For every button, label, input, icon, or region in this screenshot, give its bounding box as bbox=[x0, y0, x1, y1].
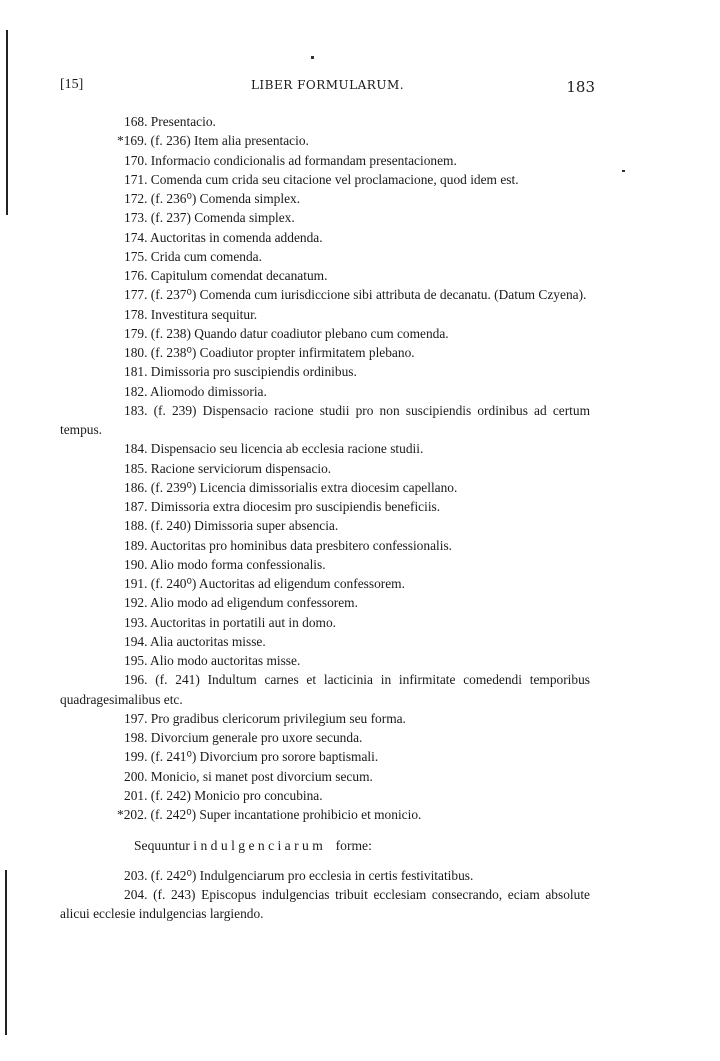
list-item bbox=[60, 151, 590, 170]
section-number: [15] bbox=[60, 77, 84, 92]
running-title: LIBER FORMULARUM. bbox=[250, 78, 405, 92]
list-item bbox=[60, 228, 590, 247]
entry-number: 201. bbox=[124, 787, 148, 803]
entry-text: Alia auctoritas misse. bbox=[150, 633, 266, 649]
list-item bbox=[60, 247, 590, 266]
entry-text: Capitulum comendat decanatum. bbox=[150, 268, 328, 283]
entry-text: (f. 236⁰) Comenda simplex. bbox=[150, 191, 301, 206]
entry-number: 185. bbox=[124, 460, 148, 476]
list-item bbox=[60, 574, 590, 593]
page-number: 183 bbox=[566, 78, 595, 96]
entry-text: (f. 238⁰) Coadiutor propter infirmitatem plebano. bbox=[150, 345, 415, 360]
list-item bbox=[60, 497, 590, 516]
entry-text: (f. 237) Comenda simplex. bbox=[150, 210, 295, 226]
entry-number: 180. bbox=[124, 345, 148, 360]
list-item bbox=[60, 593, 590, 612]
entry-number: 182. bbox=[124, 383, 148, 399]
print-speck bbox=[311, 56, 314, 59]
entry-text: Crida cum comenda. bbox=[150, 248, 262, 264]
entry-number: 189. bbox=[124, 537, 148, 553]
list-item bbox=[60, 170, 590, 189]
list-item bbox=[60, 709, 590, 728]
list-item bbox=[60, 266, 590, 285]
entry-text: Monicio, si manet post divorcium secum. bbox=[150, 768, 373, 784]
entry-number: 175. bbox=[124, 248, 148, 264]
entry-number: 190. bbox=[124, 556, 148, 572]
list-item bbox=[60, 459, 590, 478]
list-item bbox=[60, 536, 590, 555]
entry-text: Auctoritas pro hominibus data presbitero confessionalis. bbox=[150, 537, 453, 553]
entry-number: 183. bbox=[124, 402, 148, 418]
entry-number: *169. bbox=[117, 133, 148, 149]
entry-number: 187. bbox=[124, 499, 148, 514]
entry-number: 172. bbox=[124, 191, 148, 206]
entry-text: Aliomodo dimissoria. bbox=[150, 383, 267, 399]
entry-text: (f. 240) Dimissoria super absencia. bbox=[150, 518, 339, 534]
entry-list-indulgences bbox=[60, 866, 590, 924]
list-item bbox=[60, 362, 590, 381]
entry-number: 174. bbox=[124, 229, 148, 245]
entry-number: 194. bbox=[124, 633, 148, 649]
list-item bbox=[60, 343, 590, 362]
entry-text: (f. 241⁰) Divorcium pro sorore baptismali. bbox=[150, 749, 379, 765]
entry-text: Investitura sequitur. bbox=[150, 306, 258, 322]
list-item bbox=[60, 189, 590, 208]
entry-text: Pro gradibus clericorum privilegium seu forma. bbox=[150, 710, 406, 726]
entry-text: Alio modo auctoritas misse. bbox=[150, 653, 301, 668]
entry-text: Alio modo ad eligendum confessorem. bbox=[150, 595, 358, 611]
entry-list bbox=[60, 112, 590, 824]
section-heading-spaced: indulgenciarum bbox=[193, 838, 327, 854]
entry-text: (f. 242) Monicio pro concubina. bbox=[150, 787, 323, 803]
entry-number: 186. bbox=[124, 479, 148, 495]
entry-number: 176. bbox=[124, 268, 148, 283]
entry-number: 179. bbox=[124, 325, 148, 341]
entry-number: 204. bbox=[124, 886, 148, 902]
entry-number: 173. bbox=[124, 210, 148, 226]
list-item bbox=[60, 401, 590, 440]
section-heading-lead: Sequuntur bbox=[134, 838, 190, 854]
entry-text: Dimissoria pro suscipiendis ordinibus. bbox=[150, 364, 357, 380]
entry-text: (f. 237⁰) Comenda cum iurisdiccione sibi attributa de decanatu. (Datum Czyena). bbox=[150, 287, 587, 303]
entry-number: 198. bbox=[124, 730, 148, 745]
entry-text: Presentacio. bbox=[150, 114, 216, 129]
list-item bbox=[60, 305, 590, 324]
entry-number: 168. bbox=[124, 114, 148, 129]
entry-text: Alio modo forma confessionalis. bbox=[150, 556, 326, 572]
list-item bbox=[60, 516, 590, 535]
binding-edge-lower bbox=[5, 870, 7, 1035]
list-item bbox=[60, 786, 590, 805]
entry-number: 203. bbox=[124, 867, 148, 883]
entry-number: 193. bbox=[124, 614, 148, 630]
formulary-list bbox=[60, 112, 590, 923]
list-item bbox=[60, 131, 590, 150]
binding-edge bbox=[6, 30, 8, 215]
running-header bbox=[60, 74, 595, 96]
entry-number: 184. bbox=[124, 441, 148, 457]
entry-number: 195. bbox=[124, 653, 148, 668]
entry-number: *202. bbox=[117, 807, 148, 822]
entry-text: Dimissoria extra diocesim pro suscipiendis beneficiis. bbox=[150, 499, 441, 514]
list-item bbox=[60, 613, 590, 632]
list-item bbox=[60, 208, 590, 227]
entry-text: (f. 239⁰) Licencia dimissorialis extra diocesim capellano. bbox=[150, 479, 458, 495]
entry-text: (f. 242⁰) Indulgenciarum pro ecclesia in certis festivitatibus. bbox=[150, 867, 474, 883]
entry-text: Dispensacio seu licencia ab ecclesia racione studii. bbox=[150, 441, 424, 457]
entry-number: 181. bbox=[124, 364, 148, 380]
entry-number: 177. bbox=[124, 287, 148, 303]
print-speck bbox=[622, 170, 625, 172]
list-item bbox=[60, 866, 590, 885]
list-item bbox=[60, 439, 590, 458]
list-item bbox=[60, 747, 590, 766]
list-item bbox=[60, 285, 590, 304]
list-item bbox=[60, 651, 590, 670]
entry-text: Comenda cum crida seu citacione vel proclamacione, quod idem est. bbox=[150, 171, 519, 187]
entry-number: 191. bbox=[124, 576, 148, 591]
section-heading bbox=[60, 836, 590, 855]
list-item bbox=[60, 885, 590, 924]
entry-number: 196. bbox=[124, 672, 148, 688]
list-item bbox=[60, 728, 590, 747]
list-item bbox=[60, 555, 590, 574]
entry-number: 192. bbox=[124, 595, 148, 611]
entry-number: 171. bbox=[124, 171, 148, 187]
entry-text: Auctoritas in comenda addenda. bbox=[150, 229, 323, 245]
entry-text: (f. 238) Quando datur coadiutor plebano cum comenda. bbox=[150, 325, 449, 341]
list-item bbox=[60, 767, 590, 786]
entry-text: (f. 242⁰) Super incantatione prohibicio et monicio. bbox=[150, 807, 422, 822]
entry-text: Racione serviciorum dispensacio. bbox=[150, 460, 332, 476]
entry-number: 200. bbox=[124, 768, 148, 784]
entry-text: Auctoritas in portatili aut in domo. bbox=[150, 614, 336, 630]
entry-number: 178. bbox=[124, 306, 148, 322]
list-item bbox=[60, 632, 590, 651]
entry-text: (f. 241) Indultum carnes et lacticinia in infirmitate comedendi temporibus quadragesimalibus etc. bbox=[60, 672, 590, 707]
list-item bbox=[60, 478, 590, 497]
entry-number: 170. bbox=[124, 152, 148, 168]
entry-text: Divorcium generale pro uxore secunda. bbox=[150, 730, 363, 745]
list-item bbox=[60, 382, 590, 401]
entry-number: 197. bbox=[124, 710, 148, 726]
entry-text: (f. 236) Item alia presentacio. bbox=[150, 133, 309, 149]
entry-text: Informacio condicionalis ad formandam presentacionem. bbox=[150, 152, 457, 168]
list-item bbox=[60, 112, 590, 131]
entry-text: (f. 243) Episcopus indulgencias tribuit ecclesiam consecrando, eciam absolute alicui ecclesie indulgencias largiendo. bbox=[60, 886, 590, 921]
entry-number: 188. bbox=[124, 518, 148, 534]
entry-number: 199. bbox=[124, 749, 148, 765]
list-item bbox=[60, 670, 590, 709]
list-item bbox=[60, 324, 590, 343]
entry-text: (f. 240⁰) Auctoritas ad eligendum confessorem. bbox=[150, 576, 405, 591]
list-item bbox=[60, 805, 590, 824]
entry-text: (f. 239) Dispensacio racione studii pro non suscipiendis ordinibus ad certum tempus. bbox=[60, 402, 590, 437]
section-heading-tail: forme: bbox=[335, 838, 372, 854]
